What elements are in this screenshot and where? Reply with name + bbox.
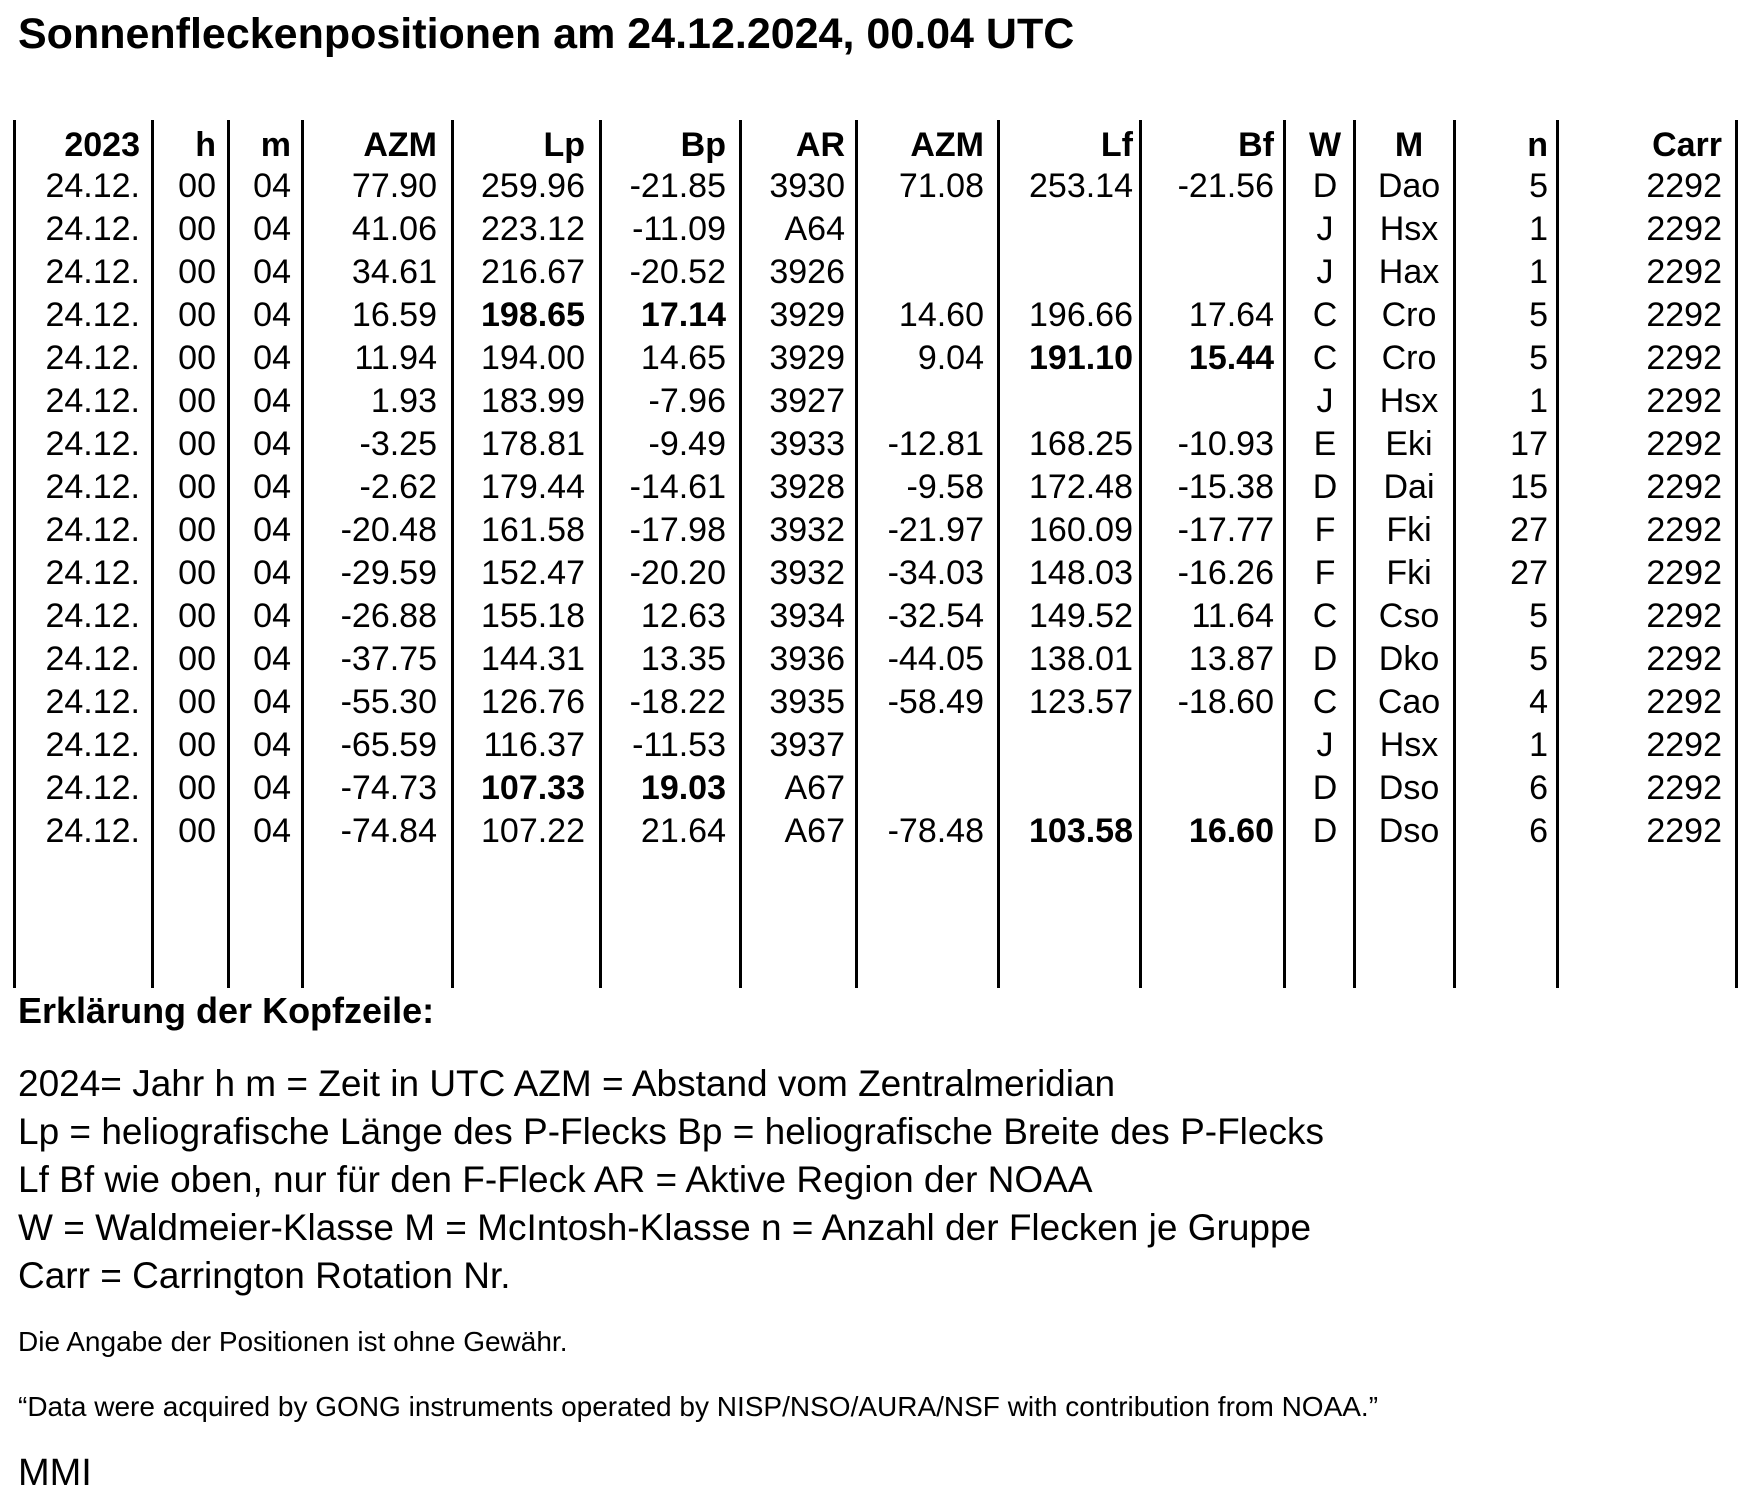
header-azm-p: AZM [363,126,437,164]
cell-bf: -10.93 [1177,425,1274,463]
cell-date: 24.12. [45,296,140,334]
column-divider [301,120,304,988]
cell-azm-p: 34.61 [351,253,437,291]
cell-bf: -18.60 [1177,683,1274,721]
cell-minute: 04 [253,812,291,850]
cell-hour: 00 [178,726,216,764]
cell-date: 24.12. [45,683,140,721]
cell-minute: 04 [253,769,291,807]
legend-heading: Erklärung der Kopfzeile: [18,990,435,1031]
cell-count: 1 [1529,726,1548,764]
cell-count: 15 [1510,468,1548,506]
header-count: n [1527,126,1548,164]
cell-bf: -17.77 [1177,511,1274,549]
cell-lf [1004,767,1133,810]
cell-date: 24.12. [45,511,140,549]
column-divider [1735,120,1738,988]
header-waldmeier: W [1308,126,1342,164]
cell-lf: 168.25 [1029,425,1133,463]
cell-ar: 3932 [769,554,845,592]
cell-hour: 00 [178,210,216,248]
cell-lp: 152.47 [481,554,585,592]
column-divider [1283,120,1286,988]
header-lp: Lp [543,126,585,164]
cell-ar: 3930 [769,167,845,205]
cell-bp: -17.98 [629,511,726,549]
cell-mcintosh: Hsx [1379,210,1439,248]
cell-azm-f [862,251,984,294]
cell-lf [1004,208,1133,251]
cell-hour: 00 [178,597,216,635]
cell-mcintosh: Dso [1378,812,1440,850]
cell-hour: 00 [178,812,216,850]
cell-minute: 04 [253,511,291,549]
cell-lp: 179.44 [481,468,585,506]
cell-mcintosh: Hsx [1379,726,1439,764]
cell-carrington: 2292 [1646,683,1722,721]
cell-hour: 00 [178,167,216,205]
cell-lf: 191.10 [1029,339,1133,377]
cell-lp: 161.58 [481,511,585,549]
cell-hour: 00 [178,339,216,377]
cell-minute: 04 [253,253,291,291]
cell-lp: 183.99 [481,382,585,420]
cell-mcintosh: Cro [1381,339,1437,377]
cell-ar: 3928 [769,468,845,506]
cell-lf: 160.09 [1029,511,1133,549]
cell-bp: -7.96 [648,382,726,420]
cell-bp: 14.65 [640,339,726,377]
cell-lp: 155.18 [481,597,585,635]
cell-bf: -15.38 [1177,468,1274,506]
cell-bf [1146,208,1274,251]
cell-hour: 00 [178,425,216,463]
cell-hour: 00 [178,296,216,334]
cell-lf [1004,251,1133,294]
cell-azm-f [862,380,984,423]
column-divider [451,120,454,988]
cell-count: 6 [1529,812,1548,850]
cell-count: 5 [1529,640,1548,678]
header-date: 2023 [64,126,140,164]
cell-bf [1146,767,1274,810]
cell-waldmeier: D [1312,167,1338,205]
cell-azm-p: -37.75 [340,640,437,678]
cell-lf [1004,724,1133,767]
cell-mcintosh: Dko [1378,640,1440,678]
header-ar: AR [795,126,845,164]
legend-line-3: Lf Bf wie oben, nur für den F-Fleck AR = Aktive Region der NOAA [18,1159,1093,1200]
cell-count: 1 [1529,210,1548,248]
cell-date: 24.12. [45,597,140,635]
cell-date: 24.12. [45,382,140,420]
cell-carrington: 2292 [1646,769,1722,807]
cell-waldmeier: C [1312,296,1338,334]
cell-azm-p: -65.59 [340,726,437,764]
cell-minute: 04 [253,382,291,420]
cell-carrington: 2292 [1646,640,1722,678]
data-credit: “Data were acquired by GONG instruments operated by NISP/NSO/AURA/NSF with contribution from NOAA.” [18,1391,1379,1422]
cell-hour: 00 [178,382,216,420]
cell-minute: 04 [253,167,291,205]
cell-lp: 144.31 [481,640,585,678]
cell-date: 24.12. [45,339,140,377]
cell-minute: 04 [253,468,291,506]
cell-waldmeier: D [1312,640,1338,678]
cell-waldmeier: D [1312,468,1338,506]
cell-count: 1 [1529,253,1548,291]
cell-lf: 123.57 [1029,683,1133,721]
cell-lp: 178.81 [481,425,585,463]
cell-azm-f: -21.97 [887,511,984,549]
cell-azm-f: -32.54 [887,597,984,635]
cell-azm-f [862,724,984,767]
cell-carrington: 2292 [1646,210,1722,248]
cell-waldmeier: C [1312,683,1338,721]
cell-hour: 00 [178,769,216,807]
cell-mcintosh: Hax [1378,253,1440,291]
cell-count: 17 [1510,425,1548,463]
cell-lp: 116.37 [483,726,585,764]
header-bf: Bf [1238,126,1274,164]
cell-bp: -9.49 [648,425,726,463]
cell-ar: 3937 [769,726,845,764]
cell-lp: 259.96 [481,167,585,205]
cell-date: 24.12. [45,468,140,506]
cell-waldmeier: E [1313,425,1337,463]
header-minute: m [260,126,291,164]
page-title: Sonnenfleckenpositionen am 24.12.2024, 00.04 UTC [18,10,1075,58]
cell-azm-p: -29.59 [340,554,437,592]
cell-bp: -20.52 [629,253,726,291]
cell-minute: 04 [253,296,291,334]
cell-bf: 11.64 [1191,597,1274,635]
cell-mcintosh: Cao [1377,683,1441,721]
cell-bp: -11.09 [632,210,726,248]
cell-carrington: 2292 [1646,511,1722,549]
cell-azm-p: -20.48 [340,511,437,549]
cell-waldmeier: J [1316,210,1334,248]
cell-bp: 19.03 [640,769,726,807]
cell-ar: 3927 [769,382,845,420]
cell-azm-f: -9.58 [906,468,984,506]
cell-bp: -18.22 [629,683,726,721]
cell-hour: 00 [178,468,216,506]
cell-minute: 04 [253,683,291,721]
cell-waldmeier: J [1316,382,1334,420]
cell-azm-f: 14.60 [898,296,984,334]
column-divider [1556,120,1559,988]
cell-carrington: 2292 [1646,726,1722,764]
cell-ar: 3934 [769,597,845,635]
cell-minute: 04 [253,339,291,377]
cell-carrington: 2292 [1646,468,1722,506]
cell-waldmeier: F [1314,554,1336,592]
cell-count: 5 [1529,167,1548,205]
cell-azm-f: 9.04 [917,339,984,377]
cell-lp: 126.76 [481,683,585,721]
signature: MMI [18,1452,92,1494]
cell-date: 24.12. [45,554,140,592]
cell-carrington: 2292 [1646,425,1722,463]
cell-mcintosh: Eki [1385,425,1433,463]
sunspot-table [0,120,1753,988]
cell-ar: A67 [784,812,845,850]
cell-bf: -21.56 [1177,167,1274,205]
cell-lp: 194.00 [481,339,585,377]
cell-azm-p: 11.94 [354,339,437,377]
cell-azm-f [862,767,984,810]
cell-bp: -11.53 [632,726,726,764]
cell-mcintosh: Fki [1386,511,1432,549]
cell-bp: 21.64 [640,812,726,850]
cell-lf [1004,380,1133,423]
cell-azm-p: 1.93 [370,382,437,420]
column-divider [739,120,742,988]
column-divider [997,120,1000,988]
header-carrington: Carr [1652,126,1722,164]
cell-date: 24.12. [45,640,140,678]
cell-hour: 00 [178,683,216,721]
cell-waldmeier: D [1312,769,1338,807]
column-divider [1139,120,1142,988]
cell-lf: 138.01 [1029,640,1133,678]
cell-azm-p: 41.06 [351,210,437,248]
header-bp: Bp [680,126,726,164]
cell-ar: 3935 [769,683,845,721]
cell-azm-f [862,208,984,251]
cell-mcintosh: Cro [1381,296,1437,334]
cell-bf [1146,724,1274,767]
cell-carrington: 2292 [1646,253,1722,291]
cell-waldmeier: J [1316,253,1334,291]
cell-azm-p: 16.59 [351,296,437,334]
cell-carrington: 2292 [1646,167,1722,205]
cell-ar: 3929 [769,296,845,334]
cell-ar: 3926 [769,253,845,291]
cell-bp: -20.20 [629,554,726,592]
cell-mcintosh: Dso [1378,769,1440,807]
column-divider [855,120,858,988]
legend-line-5: Carr = Carrington Rotation Nr. [18,1255,511,1296]
cell-date: 24.12. [45,253,140,291]
cell-lf: 148.03 [1029,554,1133,592]
cell-ar: 3929 [769,339,845,377]
cell-date: 24.12. [45,769,140,807]
cell-ar: 3933 [769,425,845,463]
cell-minute: 04 [253,210,291,248]
cell-bp: -21.85 [629,167,726,205]
cell-azm-p: -55.30 [340,683,437,721]
cell-lf: 172.48 [1029,468,1133,506]
cell-waldmeier: C [1312,339,1338,377]
cell-azm-p: 77.90 [351,167,437,205]
cell-bp: 13.35 [640,640,726,678]
cell-carrington: 2292 [1646,812,1722,850]
cell-bf: 15.44 [1188,339,1274,377]
cell-ar: 3936 [769,640,845,678]
cell-azm-p: -74.73 [340,769,437,807]
cell-mcintosh: Hsx [1379,382,1439,420]
cell-lf: 196.66 [1029,296,1133,334]
cell-lp: 107.33 [481,769,585,807]
cell-count: 6 [1529,769,1548,807]
cell-waldmeier: J [1316,726,1334,764]
cell-waldmeier: D [1312,812,1338,850]
cell-count: 27 [1510,511,1548,549]
cell-ar: 3932 [769,511,845,549]
cell-bf: 17.64 [1188,296,1274,334]
cell-minute: 04 [253,425,291,463]
column-divider [151,120,154,988]
cell-azm-f: -44.05 [887,640,984,678]
disclaimer: Die Angabe der Positionen ist ohne Gewähr. [18,1326,568,1357]
cell-hour: 00 [178,554,216,592]
cell-lf: 103.58 [1029,812,1133,850]
cell-carrington: 2292 [1646,597,1722,635]
cell-hour: 00 [178,253,216,291]
cell-minute: 04 [253,640,291,678]
cell-count: 1 [1529,382,1548,420]
cell-mcintosh: Dao [1377,167,1441,205]
cell-minute: 04 [253,597,291,635]
cell-azm-p: -3.25 [359,425,437,463]
cell-bf: 13.87 [1188,640,1274,678]
cell-bf: -16.26 [1177,554,1274,592]
cell-azm-p: -74.84 [340,812,437,850]
column-divider [599,120,602,988]
cell-count: 5 [1529,339,1548,377]
cell-mcintosh: Dai [1383,468,1435,506]
cell-count: 5 [1529,597,1548,635]
cell-waldmeier: C [1312,597,1338,635]
cell-lp: 223.12 [481,210,585,248]
cell-date: 24.12. [45,726,140,764]
cell-hour: 00 [178,511,216,549]
cell-carrington: 2292 [1646,554,1722,592]
cell-hour: 00 [178,640,216,678]
cell-carrington: 2292 [1646,339,1722,377]
cell-date: 24.12. [45,812,140,850]
cell-ar: A64 [784,210,845,248]
legend-line-2: Lp = heliografische Länge des P-Flecks Bp = heliografische Breite des P-Flecks [18,1111,1324,1152]
cell-azm-f: -12.81 [887,425,984,463]
cell-bf [1146,251,1274,294]
cell-ar: A67 [784,769,845,807]
cell-waldmeier: F [1314,511,1336,549]
cell-date: 24.12. [45,167,140,205]
cell-count: 5 [1529,296,1548,334]
cell-bp: -14.61 [629,468,726,506]
cell-azm-f: -34.03 [887,554,984,592]
cell-minute: 04 [253,554,291,592]
cell-lf: 253.14 [1029,167,1133,205]
column-divider [227,120,230,988]
cell-bf [1146,380,1274,423]
cell-bp: 12.63 [640,597,726,635]
cell-lp: 107.22 [481,812,585,850]
cell-mcintosh: Fki [1386,554,1432,592]
header-azm-f: AZM [910,126,984,164]
cell-bp: 17.14 [640,296,726,334]
cell-date: 24.12. [45,425,140,463]
legend-line-1: 2024= Jahr h m = Zeit in UTC AZM = Abstand vom Zentralmeridian [18,1063,1116,1104]
cell-lf: 149.52 [1029,597,1133,635]
cell-date: 24.12. [45,210,140,248]
cell-mcintosh: Cso [1378,597,1440,635]
cell-lp: 216.67 [481,253,585,291]
cell-minute: 04 [253,726,291,764]
cell-bf: 16.60 [1188,812,1274,850]
header-hour: h [195,126,216,164]
cell-azm-p: -26.88 [340,597,437,635]
cell-carrington: 2292 [1646,296,1722,334]
header-mcintosh: M [1394,126,1424,164]
cell-lp: 198.65 [481,296,585,334]
cell-carrington: 2292 [1646,382,1722,420]
cell-azm-f: -78.48 [887,812,984,850]
cell-azm-f: 71.08 [898,167,984,205]
header-lf: Lf [1100,126,1133,164]
cell-count: 4 [1529,683,1548,721]
legend-line-4: W = Waldmeier-Klasse M = McIntosh-Klasse n = Anzahl der Flecken je Gruppe [18,1207,1312,1248]
cell-azm-f: -58.49 [887,683,984,721]
cell-count: 27 [1510,554,1548,592]
cell-azm-p: -2.62 [359,468,437,506]
